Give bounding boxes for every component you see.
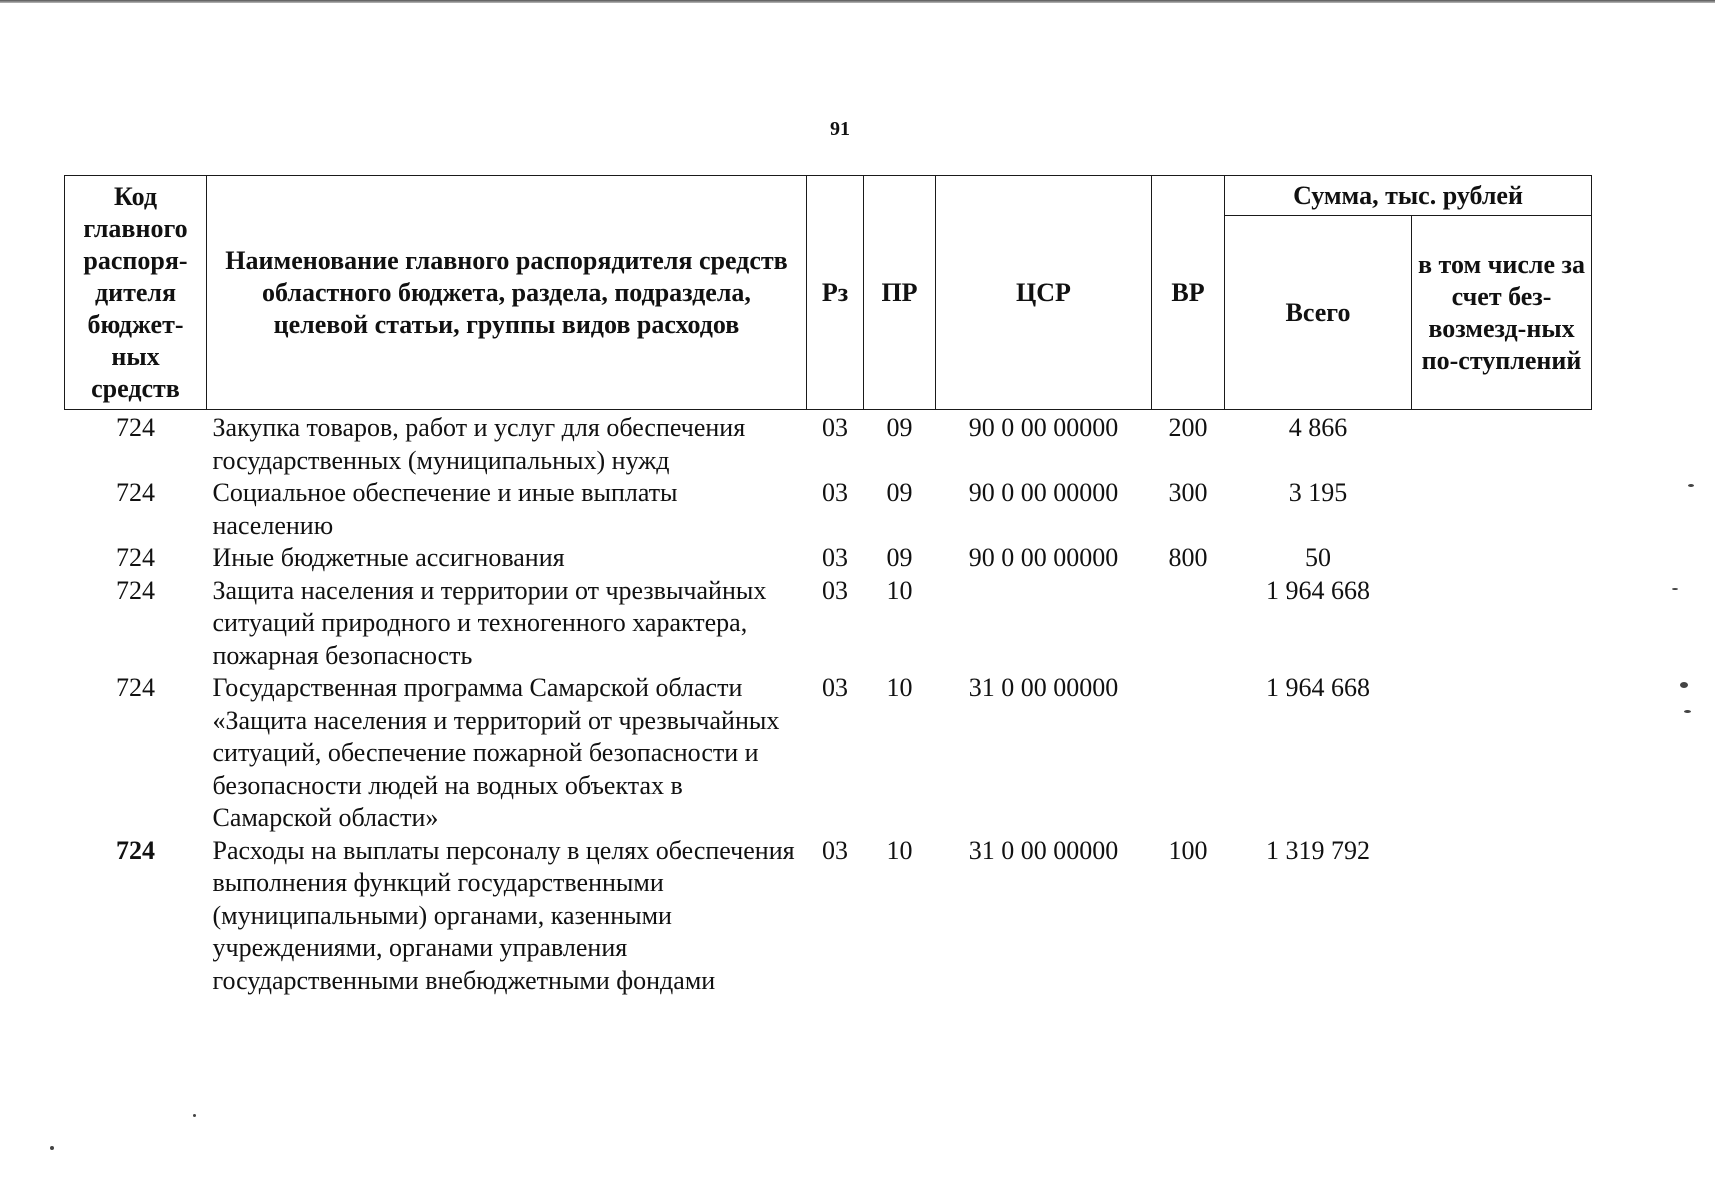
cell-code: 724: [116, 673, 155, 702]
cell-rz: 03: [822, 673, 848, 702]
cell-code: 724: [116, 575, 155, 605]
scan-speck: [1684, 710, 1691, 713]
cell-gratuitous: [1412, 575, 1592, 673]
cell-gratuitous: [1412, 835, 1592, 998]
cell-name: Социальное обеспечение и иные выплаты населению: [212, 478, 678, 540]
cell-vr: 800: [1168, 543, 1208, 572]
cell-gratuitous: [1412, 542, 1592, 575]
cell-pr: 10: [886, 575, 913, 605]
header-vr: ВР: [1152, 176, 1225, 410]
cell-vr: 300: [1168, 478, 1208, 507]
cell-name: Иные бюджетные ассигнования: [212, 543, 565, 572]
table-row: [65, 477, 1592, 542]
table-row: [65, 672, 1592, 835]
header-gratuitous: в том числе за счет без-возмезд-ных по-ступлений: [1412, 216, 1592, 410]
cell-vr: [1152, 575, 1225, 673]
cell-name: Расходы на выплаты персоналу в целях обеспечения выполнения функций государственными (муниципальными) органами, казенными учреждениями, органами управления государственными внебюджетными фондами: [212, 835, 795, 995]
header-sum-group: Сумма, тыс. рублей: [1225, 176, 1592, 216]
cell-name: Защита населения и территории от чрезвычайных ситуаций природного и техногенного характера, пожарная безопасность: [212, 575, 767, 670]
cell-rz: 03: [822, 835, 848, 865]
scan-speck: [193, 1114, 196, 1117]
cell-pr: 10: [886, 835, 913, 865]
cell-csr: 90 0 00 00000: [968, 478, 1119, 507]
cell-rz: 03: [822, 478, 848, 507]
cell-name: Государственная программа Самарской области «Защита населения и территорий от чрезвычайных ситуаций, обеспечение пожарной безопасности и безопасности людей на водных объектах в Самарской области»: [212, 673, 780, 832]
cell-code: 724: [116, 413, 155, 442]
cell-total: 3 195: [1288, 478, 1348, 507]
header-csr: ЦСР: [936, 176, 1152, 410]
cell-total: 1 964 668: [1266, 673, 1370, 702]
table-row: [65, 835, 1592, 998]
cell-pr: 09: [886, 413, 913, 442]
cell-rz: 03: [822, 543, 848, 572]
table-body: [65, 410, 1592, 998]
cell-gratuitous: [1412, 410, 1592, 478]
cell-code: 724: [116, 835, 155, 865]
header-pr: ПР: [864, 176, 936, 410]
table-row: [65, 410, 1592, 478]
cell-csr: 31 0 00 00000: [968, 835, 1119, 865]
cell-total: 4 866: [1288, 413, 1348, 442]
scan-speck: [1680, 682, 1688, 688]
cell-pr: 09: [886, 543, 913, 572]
page-number: 91: [830, 118, 850, 140]
cell-csr: [936, 575, 1152, 673]
header-name: Наименование главного распорядителя средств областного бюджета, раздела, подраздела, целевой статьи, группы видов расходов: [207, 176, 807, 410]
cell-total: 50: [1305, 543, 1331, 572]
scan-speck: [1688, 484, 1694, 487]
cell-name: Закупка товаров, работ и услуг для обеспечения государственных (муниципальных) нужд: [212, 413, 746, 475]
cell-total: 1 319 792: [1266, 835, 1370, 865]
scan-top-edge: [0, 0, 1715, 3]
header-total: Всего: [1225, 216, 1412, 410]
cell-vr: [1152, 672, 1225, 835]
table-row: [65, 575, 1592, 673]
cell-gratuitous: [1412, 672, 1592, 835]
cell-csr: 31 0 00 00000: [968, 673, 1119, 702]
cell-csr: 90 0 00 00000: [968, 543, 1119, 572]
cell-csr: 90 0 00 00000: [968, 413, 1119, 442]
cell-code: 724: [116, 478, 155, 507]
cell-code: 724: [116, 543, 155, 572]
scan-speck: [50, 1146, 54, 1150]
table-row: [65, 542, 1592, 575]
header-code: Код главного распоря-дителя бюджет-ных средств: [65, 176, 207, 410]
header-rz: Рз: [807, 176, 864, 410]
cell-rz: 03: [822, 413, 848, 442]
cell-vr: 200: [1168, 413, 1208, 442]
cell-rz: 03: [822, 575, 848, 605]
cell-pr: 10: [886, 673, 913, 702]
budget-table: [64, 175, 1592, 997]
cell-gratuitous: [1412, 477, 1592, 542]
scan-speck: [1672, 588, 1678, 590]
cell-vr: 100: [1168, 835, 1208, 865]
cell-total: 1 964 668: [1266, 575, 1370, 605]
cell-pr: 09: [886, 478, 913, 507]
